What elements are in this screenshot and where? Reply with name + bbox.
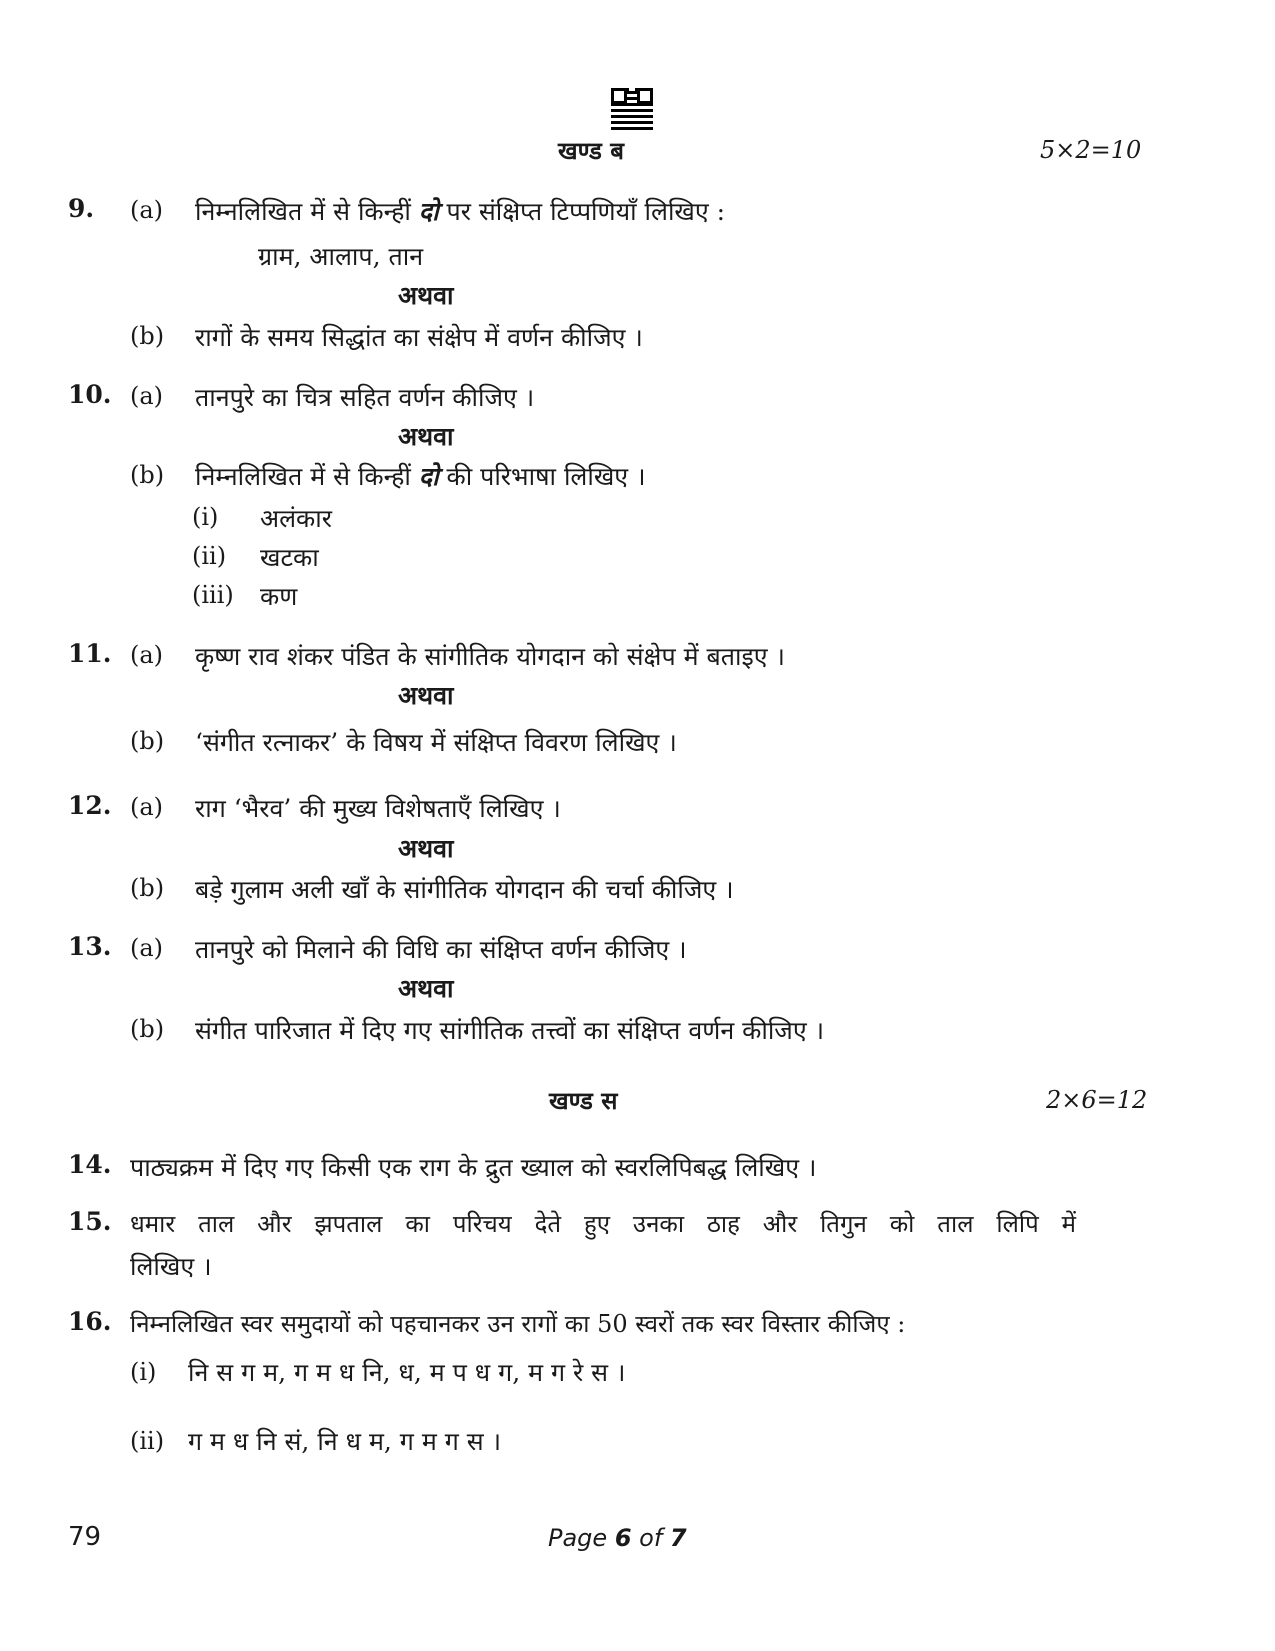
question-15-number: 15. (68, 1207, 112, 1236)
q12-a-text: राग ‘भैरव’ की मुख्य विशेषताएँ लिखिए । (195, 794, 561, 823)
qr-code (611, 88, 653, 130)
q14-text: पाठ्यक्रम में दिए गए किसी एक राग के द्रुत ख्याल को स्वरलिपिबद्ध लिखिए । (130, 1153, 817, 1182)
q9-or: अथवा (398, 281, 454, 310)
q16-ii-swar: ग म ध नि सं, नि ध म, ग म ग स । (188, 1427, 502, 1456)
q10-item-i-text: अलंकार (260, 504, 332, 533)
q16-ii-label: (ii) (130, 1427, 165, 1455)
q13-b-label: (b) (130, 1015, 165, 1043)
q10-item-ii-label: (ii) (192, 542, 227, 570)
footer-code: 79 (68, 1522, 102, 1552)
q15-line-1: धमार ताल और झपताल का परिचय देते हुए उनका ठाह और तिगुन को ताल लिपि में (130, 1210, 1076, 1238)
question-11-number: 11. (68, 639, 112, 668)
q9-a-label: (a) (130, 196, 164, 224)
q9-a-items: ग्राम, आलाप, तान (258, 242, 424, 271)
q13-b-text: संगीत पारिजात में दिए गए सांगीतिक तत्त्वों का संक्षिप्त वर्णन कीजिए । (195, 1016, 825, 1045)
footer-page: Page 6 of 7 (548, 1524, 687, 1552)
q10-item-ii-text: खटका (260, 543, 319, 572)
q11-b-text: ‘संगीत रत्नाकर’ के विषय में संक्षिप्त विवरण लिखिए । (195, 728, 677, 757)
q10-or: अथवा (398, 422, 454, 451)
q10-item-i-label: (i) (192, 503, 219, 531)
q12-b-label: (b) (130, 874, 165, 902)
question-9-number: 9. (68, 194, 95, 223)
q16-i-swar: नि स ग म, ग म ध नि, ध, म प ध ग, म ग रे स । (188, 1358, 626, 1387)
question-16-number: 16. (68, 1307, 112, 1336)
question-12-number: 12. (68, 791, 112, 820)
q9-a-text: निम्नलिखित में से किन्हीं दो पर संक्षिप्त टिप्पणियाँ लिखिए : (195, 197, 726, 226)
q13-or: अथवा (398, 974, 454, 1003)
q10-a-label: (a) (130, 382, 164, 410)
q9-b-text: रागों के समय सिद्धांत का संक्षेप में वर्णन कीजिए । (195, 323, 643, 352)
q10-b-text: निम्नलिखित में से किन्हीं दो की परिभाषा लिखिए । (195, 462, 646, 491)
question-14-number: 14. (68, 1150, 112, 1179)
q11-or: अथवा (398, 681, 454, 710)
q9-b-label: (b) (130, 322, 165, 350)
q13-a-label: (a) (130, 934, 164, 962)
section-b-title: खण्ड ब (558, 136, 624, 165)
q10-item-iii-text: कण (260, 582, 298, 611)
q13-a-text: तानपुरे को मिलाने की विधि का संक्षिप्त वर्णन कीजिए । (195, 935, 687, 964)
q10-a-text: तानपुरे का चित्र सहित वर्णन कीजिए । (195, 383, 535, 412)
section-c-marks: 2×6=12 (1046, 1086, 1148, 1114)
q16-text: निम्नलिखित स्वर समुदायों को पहचानकर उन रागों का 50 स्वरों तक स्वर विस्तार कीजिए : (130, 1310, 906, 1338)
q12-a-label: (a) (130, 793, 164, 821)
q11-b-label: (b) (130, 727, 165, 755)
question-13-number: 13. (68, 932, 112, 961)
q10-b-label: (b) (130, 461, 165, 489)
section-b-marks: 5×2=10 (1040, 136, 1142, 164)
q12-b-text: बड़े गुलाम अली खाँ के सांगीतिक योगदान की चर्चा कीजिए । (195, 875, 734, 904)
q10-item-iii-label: (iii) (192, 581, 234, 609)
section-c-title: खण्ड स (549, 1086, 618, 1115)
q15-line-2: लिखिए । (130, 1252, 212, 1281)
q12-or: अथवा (398, 834, 454, 863)
question-10-number: 10. (68, 380, 112, 409)
q11-a-label: (a) (130, 641, 164, 669)
q11-a-text: कृष्ण राव शंकर पंडित के सांगीतिक योगदान को संक्षेप में बताइए । (195, 642, 786, 671)
q16-i-label: (i) (130, 1358, 157, 1386)
